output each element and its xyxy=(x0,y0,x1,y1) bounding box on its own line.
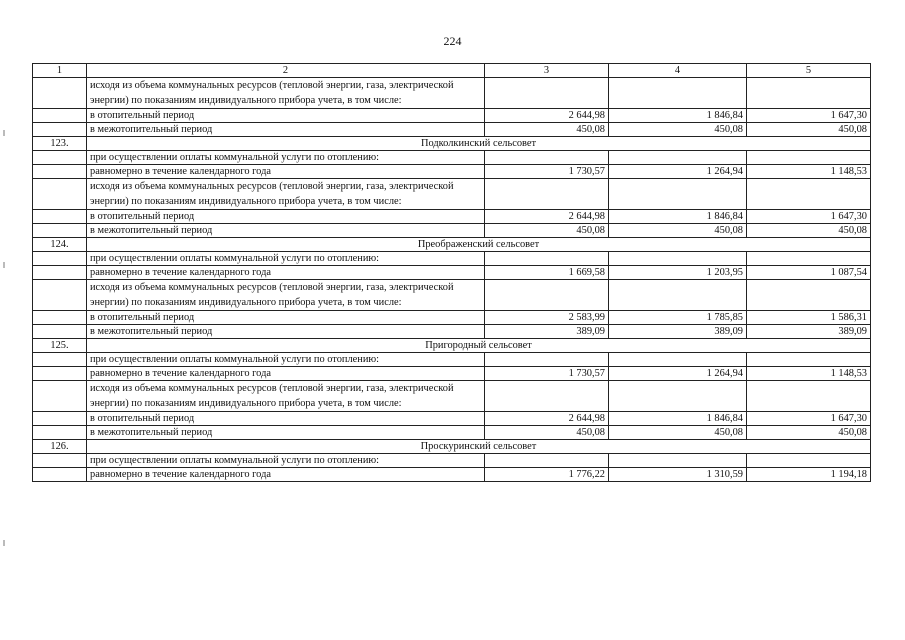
row-label: при осуществлении оплаты коммунальной услуги по отоплению: xyxy=(87,151,485,165)
value-col-5 xyxy=(747,454,871,468)
value-col-4: 1 846,84 xyxy=(609,412,747,426)
table-row xyxy=(33,210,871,224)
value-col-5 xyxy=(747,78,871,109)
row-label: при осуществлении оплаты коммунальной услуги по отоплению: xyxy=(87,353,485,367)
row-label: при осуществлении оплаты коммунальной услуги по отоплению: xyxy=(87,252,485,266)
scan-edge-mark xyxy=(3,262,5,268)
value-col-4: 1 785,85 xyxy=(609,311,747,325)
value-col-5: 1 647,30 xyxy=(747,109,871,123)
section-title: Проскуринский сельсовет xyxy=(87,440,871,454)
value-col-3: 2 583,99 xyxy=(485,311,609,325)
value-col-3: 450,08 xyxy=(485,123,609,137)
value-col-5 xyxy=(747,381,871,412)
section-number: 125. xyxy=(33,339,87,353)
section-row xyxy=(33,238,871,252)
row-label: в межотопительный период xyxy=(87,325,485,339)
table-row xyxy=(33,412,871,426)
table-row xyxy=(33,353,871,367)
value-col-4 xyxy=(609,454,747,468)
table-row xyxy=(33,325,871,339)
row-label: исходя из объема коммунальных ресурсов (тепловой энергии, газа, электрической энергии) по показаниям индивидуального прибора учета, в том числе: xyxy=(87,179,485,210)
row-index xyxy=(33,468,87,482)
row-label: равномерно в течение календарного года xyxy=(87,165,485,179)
table-row xyxy=(33,123,871,137)
value-col-4: 450,08 xyxy=(609,123,747,137)
value-col-5: 450,08 xyxy=(747,426,871,440)
value-col-3 xyxy=(485,78,609,109)
value-col-4: 1 264,94 xyxy=(609,367,747,381)
value-col-4 xyxy=(609,252,747,266)
value-col-5: 450,08 xyxy=(747,123,871,137)
section-number: 123. xyxy=(33,137,87,151)
table-body xyxy=(33,64,871,482)
section-number: 126. xyxy=(33,440,87,454)
value-col-3 xyxy=(485,280,609,311)
header-cell-4: 4 xyxy=(609,64,747,78)
value-col-5: 450,08 xyxy=(747,224,871,238)
table-row xyxy=(33,179,871,210)
row-label: исходя из объема коммунальных ресурсов (тепловой энергии, газа, электрической энергии) по показаниям индивидуального прибора учета, в том числе: xyxy=(87,280,485,311)
value-col-3 xyxy=(485,454,609,468)
row-index xyxy=(33,353,87,367)
row-index xyxy=(33,165,87,179)
value-col-4 xyxy=(609,78,747,109)
table-row xyxy=(33,426,871,440)
section-title: Пригородный сельсовет xyxy=(87,339,871,353)
table-header-row xyxy=(33,64,871,78)
value-col-3 xyxy=(485,179,609,210)
value-col-3: 450,08 xyxy=(485,224,609,238)
section-row xyxy=(33,440,871,454)
table-row xyxy=(33,109,871,123)
value-col-3: 1 776,22 xyxy=(485,468,609,482)
value-col-4: 1 846,84 xyxy=(609,210,747,224)
row-index xyxy=(33,109,87,123)
value-col-5 xyxy=(747,252,871,266)
table-row xyxy=(33,381,871,412)
value-col-3 xyxy=(485,252,609,266)
row-index xyxy=(33,179,87,210)
value-col-3: 389,09 xyxy=(485,325,609,339)
value-col-4: 1 310,59 xyxy=(609,468,747,482)
value-col-3: 450,08 xyxy=(485,426,609,440)
section-number: 124. xyxy=(33,238,87,252)
value-col-5: 1 148,53 xyxy=(747,367,871,381)
section-title: Преображенский сельсовет xyxy=(87,238,871,252)
value-col-3: 1 730,57 xyxy=(485,367,609,381)
value-col-3 xyxy=(485,353,609,367)
value-col-3 xyxy=(485,151,609,165)
value-col-5: 1 194,18 xyxy=(747,468,871,482)
row-label: в межотопительный период xyxy=(87,224,485,238)
row-label: в межотопительный период xyxy=(87,123,485,137)
value-col-4 xyxy=(609,280,747,311)
row-label: в межотопительный период xyxy=(87,426,485,440)
value-col-5 xyxy=(747,353,871,367)
value-col-5: 1 586,31 xyxy=(747,311,871,325)
row-index xyxy=(33,426,87,440)
header-cell-3: 3 xyxy=(485,64,609,78)
row-index xyxy=(33,224,87,238)
table-row xyxy=(33,280,871,311)
page-number: 224 xyxy=(443,34,462,48)
table-row xyxy=(33,468,871,482)
row-label: в отопительный период xyxy=(87,412,485,426)
row-label: при осуществлении оплаты коммунальной услуги по отоплению: xyxy=(87,454,485,468)
row-index xyxy=(33,311,87,325)
row-label: исходя из объема коммунальных ресурсов (тепловой энергии, газа, электрической энергии) по показаниям индивидуального прибора учета, в том числе: xyxy=(87,381,485,412)
value-col-5: 1 148,53 xyxy=(747,165,871,179)
table-row xyxy=(33,78,871,109)
row-label: равномерно в течение календарного года xyxy=(87,468,485,482)
row-label: в отопительный период xyxy=(87,109,485,123)
table-row xyxy=(33,266,871,280)
scan-edge-mark xyxy=(3,130,5,136)
value-col-4 xyxy=(609,179,747,210)
row-index xyxy=(33,280,87,311)
value-col-5: 1 087,54 xyxy=(747,266,871,280)
row-index xyxy=(33,325,87,339)
value-col-3 xyxy=(485,381,609,412)
value-col-4: 389,09 xyxy=(609,325,747,339)
value-col-4: 450,08 xyxy=(609,426,747,440)
value-col-5 xyxy=(747,151,871,165)
tariff-table xyxy=(32,63,871,482)
row-index xyxy=(33,123,87,137)
value-col-4 xyxy=(609,381,747,412)
scan-edge-mark xyxy=(3,540,5,546)
value-col-4: 1 846,84 xyxy=(609,109,747,123)
row-label: равномерно в течение календарного года xyxy=(87,266,485,280)
table-row xyxy=(33,311,871,325)
value-col-4: 1 203,95 xyxy=(609,266,747,280)
value-col-5 xyxy=(747,280,871,311)
section-row xyxy=(33,137,871,151)
row-index xyxy=(33,266,87,280)
row-index xyxy=(33,367,87,381)
value-col-5 xyxy=(747,179,871,210)
row-label: равномерно в течение календарного года xyxy=(87,367,485,381)
value-col-3: 1 730,57 xyxy=(485,165,609,179)
value-col-5: 1 647,30 xyxy=(747,412,871,426)
row-index xyxy=(33,454,87,468)
row-label: в отопительный период xyxy=(87,311,485,325)
row-index xyxy=(33,151,87,165)
row-label: в отопительный период xyxy=(87,210,485,224)
value-col-5: 389,09 xyxy=(747,325,871,339)
value-col-4: 1 264,94 xyxy=(609,165,747,179)
table-row xyxy=(33,165,871,179)
value-col-3: 2 644,98 xyxy=(485,412,609,426)
section-title: Подколкинский сельсовет xyxy=(87,137,871,151)
table-row xyxy=(33,151,871,165)
row-index xyxy=(33,78,87,109)
value-col-3: 1 669,58 xyxy=(485,266,609,280)
value-col-4: 450,08 xyxy=(609,224,747,238)
value-col-5: 1 647,30 xyxy=(747,210,871,224)
row-index xyxy=(33,252,87,266)
header-cell-5: 5 xyxy=(747,64,871,78)
row-index xyxy=(33,210,87,224)
value-col-4 xyxy=(609,353,747,367)
table-row xyxy=(33,454,871,468)
table-row xyxy=(33,367,871,381)
section-row xyxy=(33,339,871,353)
value-col-3: 2 644,98 xyxy=(485,109,609,123)
value-col-4 xyxy=(609,151,747,165)
table-row xyxy=(33,224,871,238)
value-col-3: 2 644,98 xyxy=(485,210,609,224)
row-index xyxy=(33,412,87,426)
table-row xyxy=(33,252,871,266)
row-label: исходя из объема коммунальных ресурсов (тепловой энергии, газа, электрической энергии) по показаниям индивидуального прибора учета, в том числе: xyxy=(87,78,485,109)
header-cell-1: 1 xyxy=(33,64,87,78)
header-cell-2: 2 xyxy=(87,64,485,78)
row-index xyxy=(33,381,87,412)
